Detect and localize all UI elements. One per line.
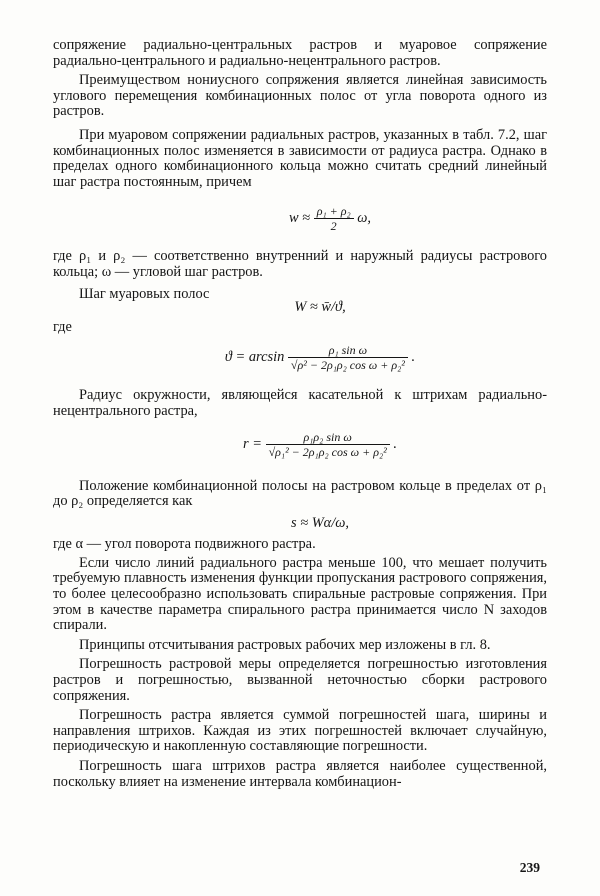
fraction-numerator: ρ₁ρ₂ sin ω — [266, 430, 390, 445]
paragraph: При муаровом сопряжении радиальных растров, указанных в табл. 7.2, шаг комбинационных полос изменяется в зависимости от радиуса растра. Однако в пределах одного комбинационного кольца можно считать средний линейный шаг растра постоянным, причем — [53, 126, 547, 190]
paragraph: где α — угол поворота подвижного растра. — [53, 536, 316, 553]
paragraph: Если число линий радиального растра меньше 100, что мешает получить требуемую плавность изменения функции пропускания растрового сопряжения, то более целесообразно использовать спиральные растровые сопряжения. При этом в качестве параметра спирального растра принимается число N заходов спирали. — [53, 554, 547, 634]
paragraph: где ρ₁ и ρ₂ — соответственно внутренний и наружный радиусы растрового кольца; ω — угловой шаг растров. — [53, 248, 547, 280]
formula-lhs: r = — [243, 435, 262, 452]
fraction-denominator: 2 — [330, 219, 337, 234]
paragraph: Положение комбинационной полосы на растровом кольце в пределах от ρ₁ до ρ₂ определяется как — [53, 477, 547, 510]
fraction-numerator: ρ₁ sin ω — [288, 343, 408, 358]
fraction-denominator — [288, 358, 408, 372]
page-number: 239 — [519, 860, 540, 875]
paragraph: Шаг муаровых полос — [79, 285, 210, 302]
formula-fraction — [266, 430, 390, 459]
formula-rhs: ω, — [357, 210, 372, 227]
paragraph: Радиус окружности, являющейся касательной к штрихам радиально-нецентрального растра, — [53, 387, 547, 419]
formula-position: s ≈ Wα/ω, — [291, 514, 349, 531]
formula-fraction — [288, 343, 408, 372]
formula-rhs: . — [393, 435, 397, 452]
paragraph: Преимуществом нониусного сопряжения является линейная зависимость углового перемещения комбинационных полос от угла поворота одного из растров. — [53, 72, 547, 120]
formula-lhs: w ≈ — [288, 210, 311, 227]
paragraph: сопряжение радиально-центральных растров и муаровое сопряжение радиально-центрального и радиально-нецентрального растров. — [53, 37, 547, 69]
formula-radius — [93, 430, 547, 459]
paragraph: Принципы отсчитывания растровых рабочих мер изложены в гл. 8. — [79, 636, 491, 653]
radical-sign: √ — [268, 444, 276, 459]
formula-fraction — [314, 204, 354, 233]
fraction-denominator — [266, 445, 390, 459]
radicand: ρ² − 2ρ₁ρ₂ cos ω + ρ₂² — [297, 358, 405, 373]
radical-sign: √ — [290, 358, 298, 373]
fraction-numerator: ρ₁ + ρ₂ — [314, 204, 354, 219]
radicand: ρ₁² − 2ρ₁ρ₂ cos ω + ρ₂² — [275, 444, 387, 459]
paragraph: Погрешность растровой меры определяется погрешностью изготовления растров и погрешностью, вызванной неточностью сборки растрового сопряжения. — [53, 656, 547, 704]
formula-mean-step — [113, 204, 547, 233]
paragraph: Погрешность шага штрихов растра является наиболее существенной, поскольку влияет на изменение интервала комбинацион- — [53, 758, 547, 790]
formula-lhs: ϑ = arcsin — [224, 349, 285, 366]
formula-moire-step: W ≈ w̄/ϑ, — [294, 299, 346, 316]
paragraph: Погрешность растра является суммой погрешностей шага, ширины и направления штрихов. Каждая из этих погрешностей включает случайную, периодическую и накопленную составляющие погрешности. — [53, 707, 547, 755]
text-column — [53, 38, 547, 790]
formula-rhs: . — [411, 349, 416, 366]
paragraph: где — [53, 318, 72, 335]
formula-theta — [93, 343, 547, 372]
